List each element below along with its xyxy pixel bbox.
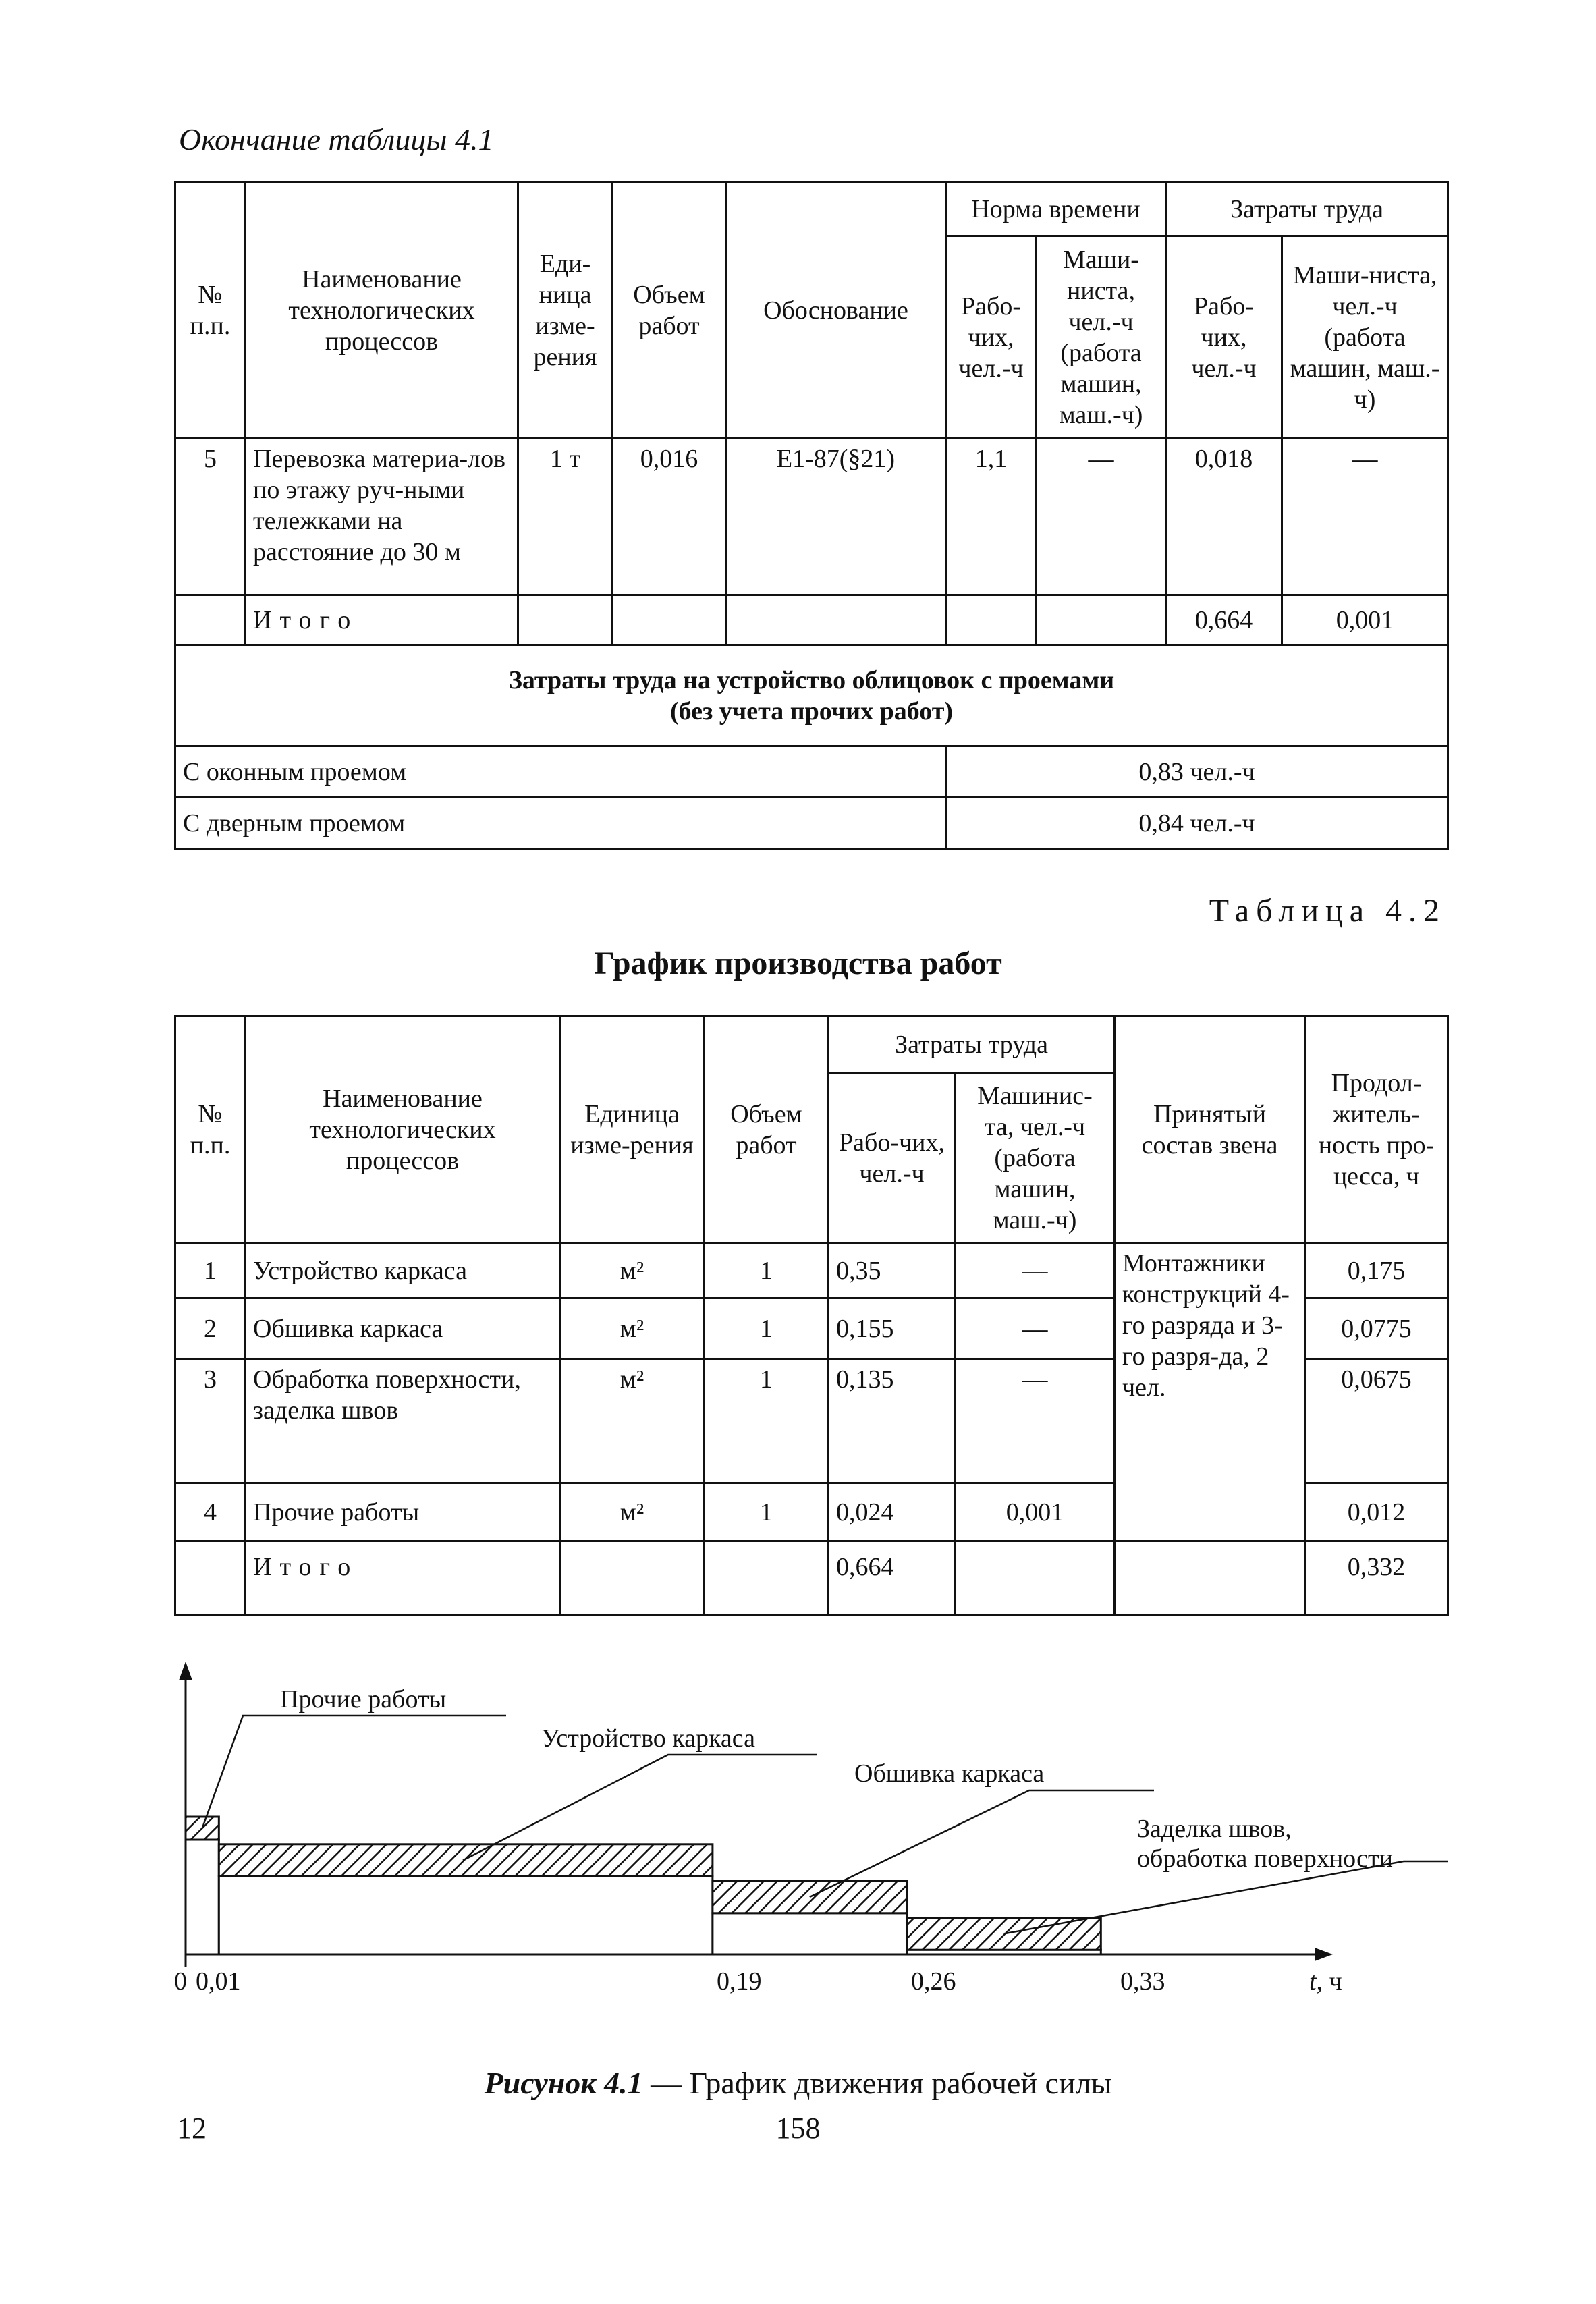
summary-row xyxy=(175,798,1448,849)
t2-workers-header: Рабо-чих, чел.-ч xyxy=(829,1073,956,1243)
t2-unit-header: Единица изме-рения xyxy=(560,1016,705,1243)
row-volume: 1 xyxy=(705,1298,829,1359)
total-row xyxy=(175,1541,1448,1616)
row-machinists: — xyxy=(956,1298,1115,1359)
segment-label-2: Обшивка каркаса xyxy=(854,1759,1045,1788)
row-volume: 0,016 xyxy=(613,439,726,595)
continuation-title: Окончание таблицы 4.1 xyxy=(179,122,494,157)
table-label: Таблица 4.2 xyxy=(1209,893,1446,929)
row-volume: 1 xyxy=(705,1483,829,1541)
figure-caption-text: — График движения рабочей силы xyxy=(642,2066,1112,2100)
t2-name-header: Наименование технологических процессов xyxy=(246,1016,560,1243)
row-unit: м² xyxy=(560,1483,705,1541)
crew-cell: Монтажники конструкций 4-го разряда и 3-го разря-да, 2 чел. xyxy=(1115,1243,1305,1541)
x-tick-label: 0,26 xyxy=(911,1967,956,1996)
t2-machinists-header: Машинис-та, чел.-ч (работа машин, маш.-ч) xyxy=(956,1073,1115,1243)
row-duration: 0,0775 xyxy=(1305,1298,1448,1359)
row-duration: 0,0675 xyxy=(1305,1359,1448,1483)
row-num: 1 xyxy=(175,1243,246,1298)
norm-time-header: Норма времени xyxy=(946,182,1166,236)
y-axis-arrow xyxy=(179,1662,192,1680)
col-name-header: Наименование технологических процессов xyxy=(246,182,518,439)
table-row xyxy=(175,1243,1448,1298)
table-title: График производства работ xyxy=(594,945,1002,981)
segment-label-3a: Заделка швов, xyxy=(1137,1815,1292,1843)
figure-caption xyxy=(0,2065,1596,2101)
row-machinists: 0,001 xyxy=(956,1483,1115,1541)
row-volume: 1 xyxy=(705,1359,829,1483)
summary-title-line2: (без учета прочих работ) xyxy=(669,696,954,725)
row-workers: 0,35 xyxy=(829,1243,956,1298)
row-num: 3 xyxy=(175,1359,246,1483)
table-row xyxy=(175,439,1448,595)
row-unit: 1 т xyxy=(518,439,613,595)
total-label: Итого xyxy=(246,1541,560,1616)
table-4-1 xyxy=(174,181,1449,850)
segment-base-1 xyxy=(219,1876,713,1954)
segment-label-0: Прочие работы xyxy=(280,1685,447,1713)
summary-label: С дверным проемом xyxy=(175,798,946,849)
t2-duration-header: Продол-житель-ность про-цесса, ч xyxy=(1305,1016,1448,1243)
x-axis-arrow xyxy=(1315,1948,1333,1961)
row-name: Перевозка материа-лов по этажу руч-ными тележками на расстояние до 30 м xyxy=(246,439,518,595)
row-cost-workers: 0,018 xyxy=(1166,439,1282,595)
segment-label-1: Устройство каркаса xyxy=(541,1724,755,1753)
cost-machinists-header: Маши-ниста, чел.-ч (работа машин, маш.-ч) xyxy=(1282,236,1448,439)
total-row xyxy=(175,595,1448,645)
row-name: Прочие работы xyxy=(246,1483,560,1541)
page-number: 158 xyxy=(775,2112,821,2145)
summary-label: С оконным проемом xyxy=(175,746,946,798)
summary-value: 0,83 чел.-ч xyxy=(946,746,1448,798)
segment-label-3b: обработка поверхности xyxy=(1137,1844,1393,1873)
total-cost-workers: 0,664 xyxy=(1166,595,1282,645)
segment-hatch-1 xyxy=(219,1844,713,1877)
figure-caption-label: Рисунок 4.1 xyxy=(484,2066,643,2100)
x-tick-label: 0,19 xyxy=(717,1967,762,1996)
row-name: Обшивка каркаса xyxy=(246,1298,560,1359)
t2-num-header: № п.п. xyxy=(175,1016,246,1243)
cost-workers-header: Рабо-чих, чел.-ч xyxy=(1166,236,1282,439)
x-tick-label: 0 xyxy=(174,1967,187,1996)
row-norm-workers: 1,1 xyxy=(946,439,1037,595)
col-num-header: № п.п. xyxy=(175,182,246,439)
row-unit: м² xyxy=(560,1298,705,1359)
workforce-chart xyxy=(155,1660,1478,2011)
x-tick-label: 0,01 xyxy=(196,1967,241,1996)
x-tick-label: 0,33 xyxy=(1120,1967,1165,1996)
summary-value: 0,84 чел.-ч xyxy=(946,798,1448,849)
row-num: 5 xyxy=(175,439,246,595)
row-duration: 0,012 xyxy=(1305,1483,1448,1541)
total-workers: 0,664 xyxy=(829,1541,956,1616)
row-norm-machinists: — xyxy=(1037,439,1166,595)
col-volume-header: Объем работ xyxy=(613,182,726,439)
t2-crew-header: Принятый состав звена xyxy=(1115,1016,1305,1243)
summary-title-line1: Затраты труда на устройство облицовок с проемами xyxy=(508,665,1115,694)
page-left-number: 12 xyxy=(177,2112,207,2145)
table-4-2 xyxy=(174,1015,1449,1616)
norm-workers-header: Рабо-чих, чел.-ч xyxy=(946,236,1037,439)
total-cost-machinists: 0,001 xyxy=(1282,595,1448,645)
leader-line-0 xyxy=(202,1716,506,1828)
row-workers: 0,135 xyxy=(829,1359,956,1483)
row-cost-machinists: — xyxy=(1282,439,1448,595)
row-num: 2 xyxy=(175,1298,246,1359)
row-unit: м² xyxy=(560,1243,705,1298)
row-name: Устройство каркаса xyxy=(246,1243,560,1298)
row-workers: 0,024 xyxy=(829,1483,956,1541)
x-axis-label: t, ч xyxy=(1309,1967,1342,1996)
row-unit: м² xyxy=(560,1359,705,1483)
row-duration: 0,175 xyxy=(1305,1243,1448,1298)
labor-cost-header: Затраты труда xyxy=(1166,182,1448,236)
row-num: 4 xyxy=(175,1483,246,1541)
summary-title xyxy=(175,645,1448,746)
row-basis: Е1-87(§21) xyxy=(726,439,946,595)
segment-base-2 xyxy=(713,1913,907,1954)
summary-row xyxy=(175,746,1448,798)
t2-labor-header: Затраты труда xyxy=(829,1016,1115,1073)
total-duration: 0,332 xyxy=(1305,1541,1448,1616)
col-unit-header: Еди-ница изме-рения xyxy=(518,182,613,439)
row-volume: 1 xyxy=(705,1243,829,1298)
col-basis-header: Обоснование xyxy=(726,182,946,439)
total-label: Итого xyxy=(246,595,518,645)
row-workers: 0,155 xyxy=(829,1298,956,1359)
t2-volume-header: Объем работ xyxy=(705,1016,829,1243)
row-machinists: — xyxy=(956,1243,1115,1298)
row-machinists: — xyxy=(956,1359,1115,1483)
segment-base-0 xyxy=(186,1840,219,1954)
norm-machinists-header: Маши-ниста, чел.-ч (работа машин, маш.-ч) xyxy=(1037,236,1166,439)
row-name: Обработка поверхности, заделка швов xyxy=(246,1359,560,1483)
